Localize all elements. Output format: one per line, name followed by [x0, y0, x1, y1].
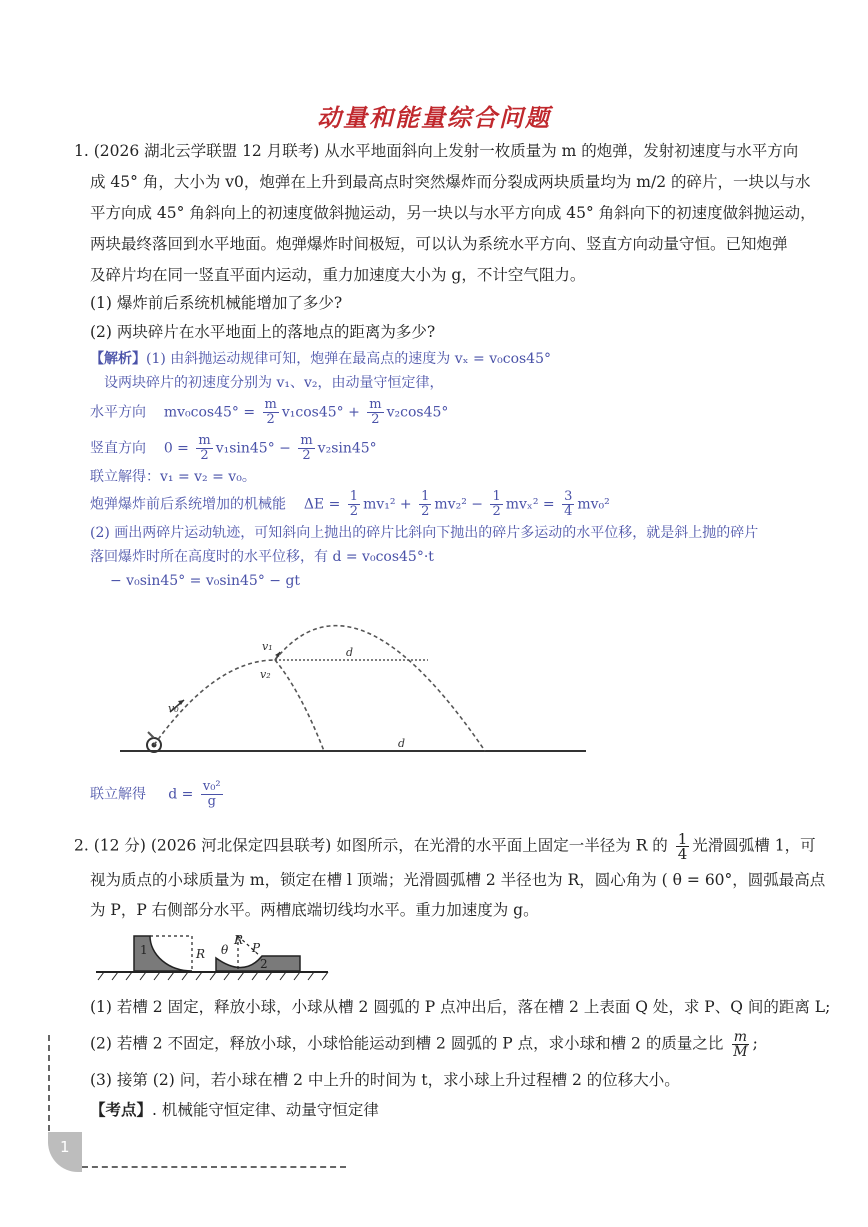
frac-num: 1: [421, 489, 430, 504]
final-eq-a: d =: [168, 786, 194, 803]
solution-line-6: [90, 490, 610, 519]
v0-label: v₀: [168, 702, 179, 715]
cannon-barrel: [148, 732, 154, 738]
horizontal-eq-b: v₁cos45° +: [281, 404, 360, 421]
solution-line-3: [90, 398, 448, 427]
page-title: 动量和能量综合问题: [317, 104, 551, 132]
fraction: [731, 1030, 749, 1059]
solution-line-2: 设两块碎片的初速度分别为 v₁、v₂，由动量守恒定律，: [104, 375, 444, 391]
frac-num: 1: [492, 489, 501, 504]
solution-tag: 【解析】: [90, 351, 146, 367]
solution-line-1: [90, 350, 551, 368]
frac-den: 2: [200, 448, 209, 463]
q2-sub2-text: (2) 若槽 2 不固定，释放小球，小球恰能运动到槽 2 圆弧的 P 点，求小球和槽 2 的质量之比: [90, 1034, 724, 1053]
q1-subquestion-2: (2) 两块碎片在水平地面上的落地点的距离为多少?: [90, 323, 436, 341]
fraction: [676, 832, 690, 861]
vertical-eq-c: v₂sin45°: [317, 440, 377, 457]
energy-eq-d: mvₓ² =: [505, 496, 555, 513]
horizontal-eq-a: mv₀cos45° =: [163, 404, 256, 421]
fraction: [490, 490, 502, 519]
frac-den: 2: [266, 412, 275, 427]
solution-line-8: 落回爆炸时所在高度时的水平位移，有 d = v₀cos45°·t: [90, 549, 434, 565]
groove2-label: 2: [260, 957, 268, 971]
groove-figure: [94, 930, 334, 986]
q2-line-2: 视为质点的小球质量为 m，锁定在槽 l 顶端；光滑圆弧槽 2 半径也为 R，圆心角为 ( θ = 60°，圆弧最高点: [90, 871, 826, 889]
upper-fragment-trajectory: [275, 626, 485, 751]
vertical-eq-a: 0 =: [163, 440, 189, 457]
floor-hatching: [98, 972, 328, 980]
q2-subquestion-2: [90, 1030, 758, 1059]
frac-den: 2: [302, 448, 311, 463]
d-bottom-label: d: [398, 737, 406, 750]
fraction: [562, 490, 574, 519]
frac-num: m: [733, 1029, 748, 1045]
frac-den: M: [733, 1044, 748, 1060]
radius-label-2: R: [234, 933, 244, 947]
q2-line-1: [74, 832, 816, 861]
solution-text-1: (1) 由斜抛运动规律可知，炮弹在最高点的速度为 vₓ = v₀cos45°: [146, 351, 551, 367]
footer-dashed-vertical: [48, 1035, 50, 1131]
frac-num: 1: [349, 489, 359, 504]
trajectory-figure: [110, 600, 600, 765]
footer-dashed-horizontal: [82, 1166, 346, 1168]
solution-line-10: [90, 780, 226, 809]
q1-line-3: 平方向成 45° 角斜向上的初速度做斜抛运动，另一块以与水平方向成 45° 角斜向下的初速度做斜抛运动，: [90, 204, 816, 222]
q2-subquestion-1: (1) 若槽 2 固定，释放小球，小球从槽 2 圆弧的 P 点冲出后，落在槽 2 上表面 Q 处，求 P、Q 间的距离 L;: [90, 998, 831, 1016]
horizontal-label: 水平方向: [90, 404, 146, 421]
frac-den: g: [207, 794, 216, 809]
fraction: [419, 490, 431, 519]
kaodian-text: . 机械能守恒定律、动量守恒定律: [152, 1101, 379, 1119]
energy-eq-b: mv₁² +: [363, 496, 412, 513]
kaodian-tag: 【考点】: [90, 1100, 153, 1119]
v2-label: v₂: [260, 668, 271, 681]
q1-line-2: 成 45° 角，大小为 v0，炮弹在上升到最高点时突然爆炸而分裂成两块质量均为 m/2 的碎片，一块以与水: [90, 173, 811, 191]
frac-num: m: [300, 433, 313, 448]
frac-num: 1: [677, 830, 688, 848]
fraction: [367, 398, 383, 427]
solution-line-7: (2) 画出两碎片运动轨迹，可知斜向上抛出的碎片比斜向下抛出的碎片多运动的水平位移，就是斜上抛的碎片: [90, 525, 759, 541]
q2-line-1-a: 2. (12 分) (2026 河北保定四县联考) 如图所示，在光滑的水平面上固定一半径为 R 的: [74, 836, 668, 855]
energy-eq-e: mv₀²: [577, 496, 610, 513]
energy-label: 炮弹爆炸前后系统增加的机械能: [90, 496, 286, 513]
final-label: 联立解得: [90, 786, 146, 803]
frac-den: 2: [371, 412, 380, 427]
q2-line-1-b: 光滑圆弧槽 1，可: [692, 836, 816, 855]
theta-label: θ: [221, 943, 229, 957]
q2-subquestion-3: (3) 接第 (2) 问，若小球在槽 2 中上升的时间为 t，求小球上升过程槽 2 的位移大小。: [90, 1071, 680, 1089]
energy-eq-c: mv₂² −: [434, 496, 483, 513]
v1-label: v₁: [262, 640, 273, 653]
v1-arrowhead: [275, 652, 280, 657]
frac-den: 4: [677, 845, 688, 863]
frac-num: 3: [564, 489, 573, 504]
fraction: [263, 398, 279, 427]
radius-label-1: R: [196, 947, 206, 961]
frac-num: m: [369, 397, 382, 412]
vertical-label: 竖直方向: [90, 440, 146, 457]
q1-subquestion-1: (1) 爆炸前后系统机械能增加了多少?: [90, 294, 343, 312]
fraction: [298, 434, 314, 463]
frac-den: 2: [349, 504, 359, 519]
q1-line-1: 1. (2026 湖北云学联盟 12 月联考) 从水平地面斜向上发射一枚质量为 m 的炮弹，发射初速度与水平方向: [74, 142, 799, 160]
groove1-label: 1: [140, 943, 148, 957]
frac-num: m: [264, 397, 277, 412]
frac-num: m: [198, 433, 211, 448]
point-p-label: P: [252, 941, 261, 955]
q1-line-4: 两块最终落回到水平地面。炮弹爆炸时间极短，可以认为系统水平方向、竖直方向动量守恒。已知炮弹: [90, 235, 788, 253]
frac-den: 2: [421, 504, 430, 519]
energy-eq-a: ΔE =: [303, 496, 341, 513]
fraction: [196, 434, 212, 463]
groove-2-block: [216, 956, 300, 971]
horizontal-eq-c: v₂cos45°: [386, 404, 449, 421]
q1-line-5: 及碎片均在同一竖直平面内运动，重力加速度大小为 g，不计空气阻力。: [90, 266, 586, 284]
frac-num: v₀²: [202, 779, 221, 794]
solution-line-9: − v₀sin45° = v₀sin45° − gt: [110, 573, 301, 589]
lower-fragment-trajectory: [275, 660, 324, 751]
q2-kaodian: [90, 1100, 379, 1120]
frac-den: 4: [564, 504, 573, 519]
fraction: [348, 490, 360, 519]
d-top-label: d: [346, 646, 354, 659]
q2-sub2-end: ;: [752, 1034, 758, 1053]
solution-line-5: 联立解得：v₁ = v₂ = v₀。: [90, 469, 256, 485]
solution-line-4: [90, 434, 377, 463]
frac-den: 2: [492, 504, 501, 519]
vertical-eq-b: v₁sin45° −: [215, 440, 291, 457]
fraction: [201, 780, 223, 809]
page-number: 1: [60, 1138, 70, 1156]
q2-line-3: 为 P，P 右侧部分水平。两槽底端切线均水平。重力加速度为 g。: [90, 901, 539, 919]
